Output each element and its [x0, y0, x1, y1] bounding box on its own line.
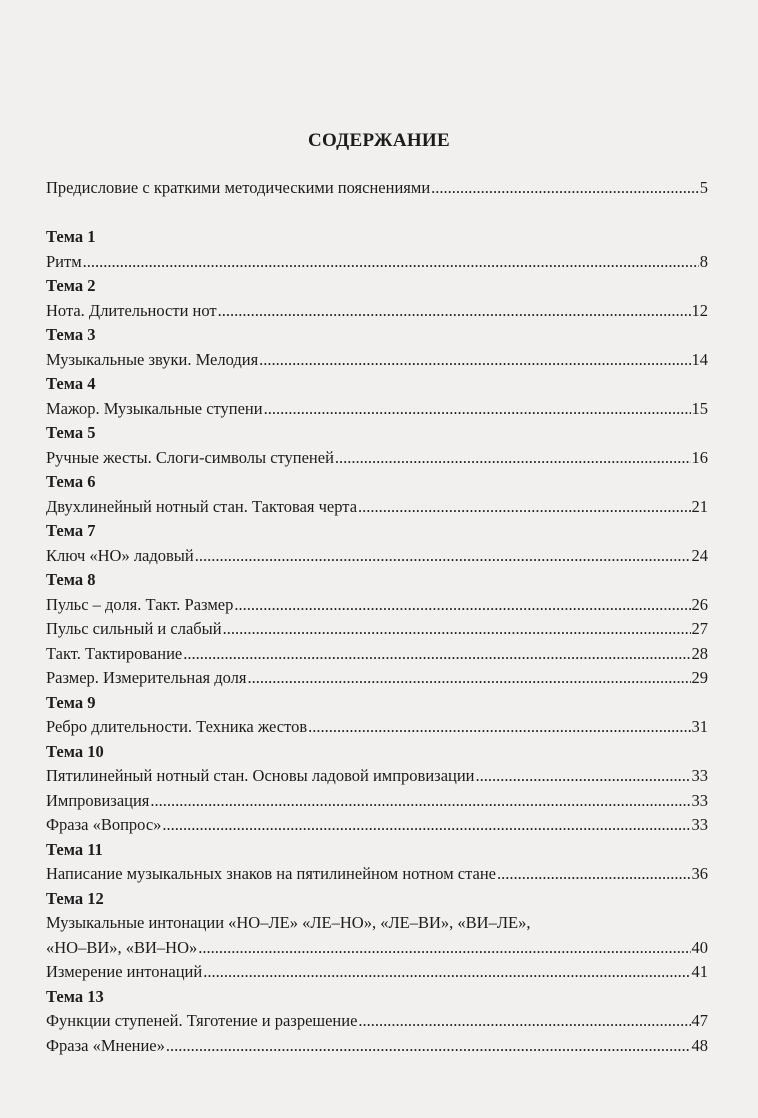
entry-page-number: 27 — [691, 619, 708, 638]
toc-topic-heading — [46, 374, 708, 399]
entry-label: Размер. Измерительная доля — [46, 668, 247, 687]
dot-leader — [195, 546, 691, 566]
entry-label: Пульс – доля. Такт. Размер — [46, 594, 234, 614]
topic-label: Тема 10 — [46, 741, 104, 761]
dot-leader — [203, 962, 690, 982]
entry-page-number: 33 — [691, 790, 708, 810]
dot-leader — [223, 619, 691, 639]
topic-label: Тема 2 — [46, 276, 96, 295]
entry-page-number: 36 — [691, 864, 708, 883]
toc-entry — [46, 864, 708, 889]
dot-leader — [248, 668, 691, 688]
toc-entry — [46, 301, 708, 326]
topic-label: Тема 9 — [46, 692, 96, 712]
entry-page-number: 29 — [691, 668, 708, 687]
toc-topic-heading — [46, 693, 708, 718]
toc-entry — [46, 668, 708, 693]
entry-page-number: 15 — [691, 398, 708, 418]
entry-label: Нота. Длительности нот — [46, 300, 217, 320]
toc-topic-heading — [46, 472, 708, 497]
toc-entry-line — [46, 913, 708, 938]
entry-label: Пульс сильный и слабый — [46, 619, 222, 638]
toc-topic-heading — [46, 987, 708, 1012]
toc-entry — [46, 962, 708, 987]
toc-entry — [46, 595, 708, 620]
entry-label: Ребро длительности. Техника жестов — [46, 717, 308, 736]
entry-page-number: 33 — [691, 815, 708, 834]
entry-page-number: 40 — [691, 937, 708, 957]
toc-topic-heading — [46, 742, 708, 767]
entry-page-number: 16 — [691, 447, 708, 467]
entry-label: Двухлинейный нотный стан. Тактовая черта — [46, 496, 358, 516]
toc-topic-heading — [46, 227, 708, 252]
dot-leader — [308, 717, 690, 737]
entry-page-number: 47 — [691, 1011, 708, 1030]
entry-page-number: 5 — [699, 178, 708, 197]
topic-label: Тема 5 — [46, 423, 96, 442]
entry-label: Предисловие с краткими методическими пояснениями — [46, 178, 431, 197]
entry-label: Музыкальные звуки. Мелодия — [46, 349, 259, 369]
entry-page-number: 8 — [699, 251, 708, 271]
topic-label: Тема 13 — [46, 986, 104, 1006]
entry-label: Ручные жесты. Слоги-символы ступеней — [46, 447, 334, 467]
toc-entry — [46, 448, 708, 473]
toc-entry — [46, 766, 708, 791]
entry-label: Ключ «НО» ладовый — [46, 545, 194, 565]
toc-spacer — [46, 203, 708, 228]
entry-page-number: 24 — [691, 545, 708, 565]
toc-entry — [46, 791, 708, 816]
topic-label: Тема 1 — [46, 227, 96, 246]
dot-leader — [335, 448, 691, 468]
dot-leader — [83, 252, 699, 272]
entry-page-number: 31 — [691, 717, 708, 736]
entry-label: Фраза «Мнение» — [46, 1035, 165, 1055]
entry-page-number: 28 — [691, 643, 708, 663]
entry-page-number: 26 — [691, 594, 708, 614]
toc-topic-heading — [46, 840, 708, 865]
entry-page-number: 14 — [691, 349, 708, 369]
table-of-contents — [46, 178, 708, 1060]
topic-label: Тема 7 — [46, 521, 96, 540]
entry-label: Музыкальные интонации «НО–ЛЕ» «ЛЕ–НО», «ЛЕ–ВИ», «ВИ–ЛЕ», — [46, 913, 531, 932]
dot-leader — [234, 595, 690, 615]
topic-label: Тема 8 — [46, 570, 96, 589]
entry-label: Написание музыкальных знаков на пятилинейном нотном стане — [46, 864, 496, 883]
entry-page-number: 48 — [691, 1035, 708, 1055]
toc-entry — [46, 938, 708, 963]
toc-topic-heading — [46, 423, 708, 448]
topic-label: Тема 12 — [46, 888, 104, 908]
topic-label: Тема 6 — [46, 472, 96, 491]
toc-entry — [46, 350, 708, 375]
dot-leader — [150, 791, 690, 811]
entry-label: Ритм — [46, 251, 82, 271]
toc-topic-heading — [46, 889, 708, 914]
toc-entry — [46, 1011, 708, 1036]
entry-label: Импровизация — [46, 790, 150, 810]
dot-leader — [183, 644, 690, 664]
entry-page-number: 21 — [691, 496, 708, 516]
toc-entry — [46, 1036, 708, 1061]
dot-leader — [358, 497, 690, 517]
dot-leader — [218, 301, 691, 321]
entry-label: Мажор. Музыкальные ступени — [46, 398, 263, 418]
page-title: СОДЕРЖАНИЕ — [308, 130, 450, 151]
dot-leader — [497, 864, 691, 884]
toc-entry — [46, 252, 708, 277]
entry-page-number: 41 — [691, 962, 708, 981]
entry-page-number: 12 — [691, 300, 708, 320]
entry-label: Такт. Тактирование — [46, 643, 183, 663]
dot-leader — [476, 766, 691, 786]
toc-topic-heading — [46, 325, 708, 350]
toc-entry — [46, 546, 708, 571]
toc-entry — [46, 497, 708, 522]
dot-leader — [259, 350, 690, 370]
dot-leader — [198, 938, 690, 958]
topic-label: Тема 11 — [46, 839, 103, 859]
toc-topic-heading — [46, 570, 708, 595]
entry-label: Пятилинейный нотный стан. Основы ладовой импровизации — [46, 766, 475, 785]
dot-leader — [431, 178, 699, 198]
toc-entry — [46, 717, 708, 742]
toc-entry — [46, 178, 708, 203]
entry-label: Измерение интонаций — [46, 962, 203, 981]
dot-leader — [264, 399, 691, 419]
toc-entry — [46, 815, 708, 840]
dot-leader — [166, 1036, 691, 1056]
toc-topic-heading — [46, 521, 708, 546]
toc-entry — [46, 644, 708, 669]
entry-label: Функции ступеней. Тяготение и разрешение — [46, 1011, 358, 1030]
toc-entry — [46, 619, 708, 644]
toc-topic-heading — [46, 276, 708, 301]
topic-label: Тема 3 — [46, 325, 96, 344]
entry-label: Фраза «Вопрос» — [46, 815, 162, 834]
entry-label: «НО–ВИ», «ВИ–НО» — [46, 937, 198, 957]
topic-label: Тема 4 — [46, 374, 96, 393]
dot-leader — [162, 815, 690, 835]
entry-page-number: 33 — [691, 766, 708, 785]
toc-entry — [46, 399, 708, 424]
dot-leader — [358, 1011, 690, 1031]
